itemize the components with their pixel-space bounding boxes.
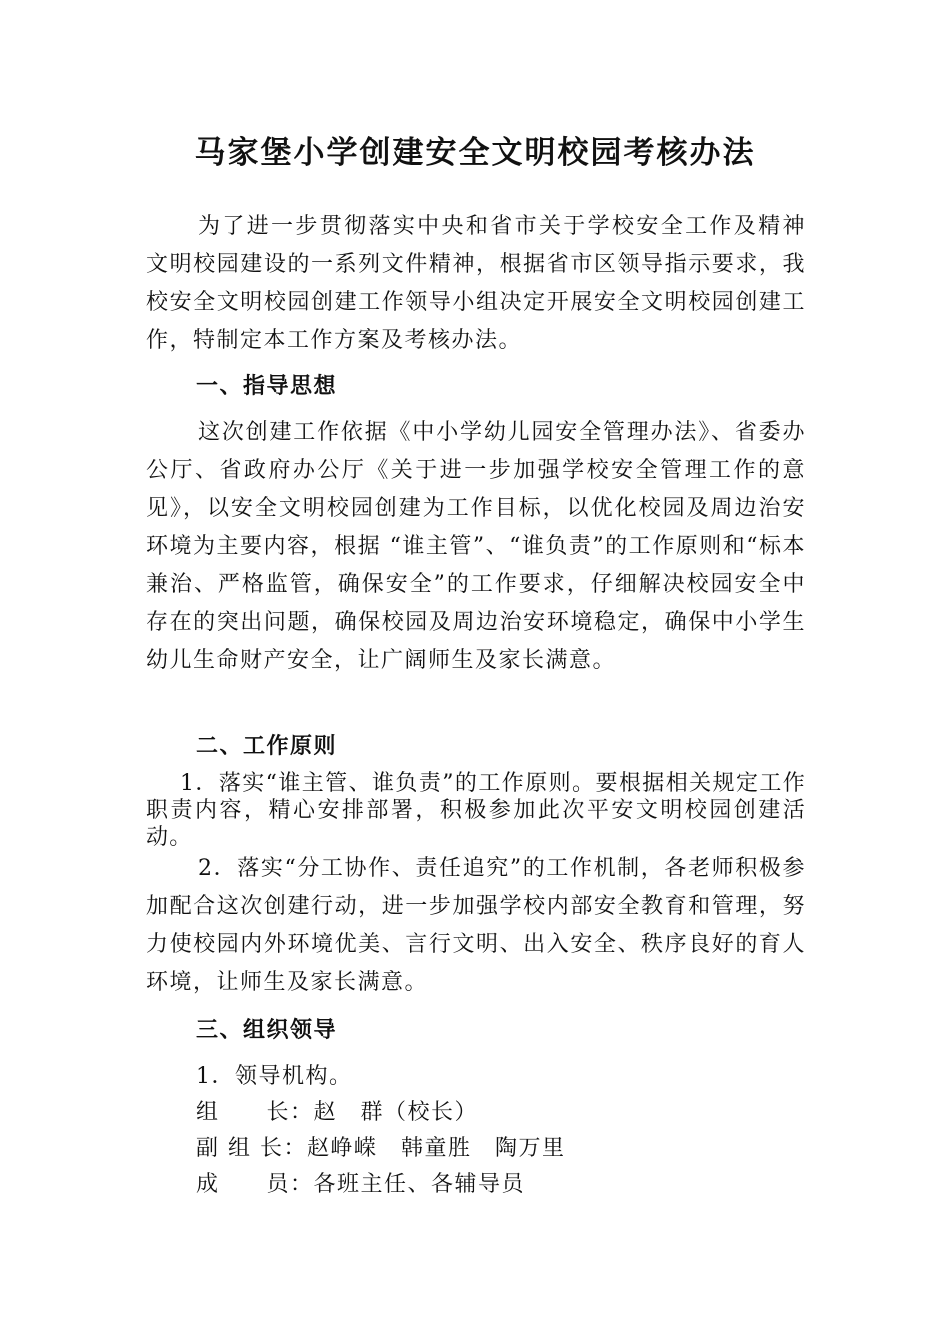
member-row-members: [196, 1167, 525, 1203]
member-row-leader: [196, 1095, 478, 1131]
member-role: 组 长：: [196, 1100, 314, 1125]
member-names: 赵 群（校长）: [313, 1100, 479, 1125]
section-heading-guiding-ideology: 一、指导思想: [196, 374, 338, 399]
guiding-ideology-paragraph: 这次创建工作依据《中小学幼儿园安全管理办法》、省委办公厅、省政府办公厅《关于进一步加强学校安全管理工作的意见》，以安全文明校园创建为工作目标，以优化校园及周边治安环境为主要内容，根据 “谁主管”、“谁负责”的工作原则和“标本兼治、严格监管，确保安全”的工作要求，仔细解决校园安全中存在的突出问题，确保校园及周边治安环境稳定，确保中小学生幼儿生命财产安全，让广阔师生及家长满意。: [146, 420, 806, 673]
section-heading-organization: 三、组织领导: [196, 1018, 338, 1043]
principle-paragraph-2: 2．落实“分工协作、责任追究”的工作机制，各老师积极参加配合这次创建行动，进一步加强学校内部安全教育和管理，努力使校园内外环境优美、言行文明、出入安全、秩序良好的育人环境，让师生及家长满意。: [146, 856, 806, 995]
principle-paragraph-1: 1．落实“谁主管、谁负责”的工作原则。要根据相关规定工作职责内容，精心安排部署，积极参加此次平安文明校园创建活动。: [146, 771, 806, 850]
member-row-deputy: [196, 1131, 566, 1167]
intro-paragraph: 为了进一步贯彻落实中央和省市关于学校安全工作及精神文明校园建设的一系列文件精神，根据省市区领导指示要求，我校安全文明校园创建工作领导小组决定开展安全文明校园创建工作，特制定本工作方案及考核办法。: [146, 214, 806, 353]
document-title: 马家堡小学创建安全文明校园考核办法: [194, 135, 756, 171]
section-heading-work-principles: 二、工作原则: [196, 734, 338, 759]
member-role: 副 组 长：: [196, 1136, 307, 1161]
leadership-item: 1．领导机构。: [196, 1064, 353, 1089]
member-names: 各班主任、各辅导员: [313, 1172, 526, 1197]
member-role: 成 员：: [196, 1172, 314, 1197]
member-names: 赵峥嵘 韩童胜 陶万里: [307, 1136, 566, 1161]
